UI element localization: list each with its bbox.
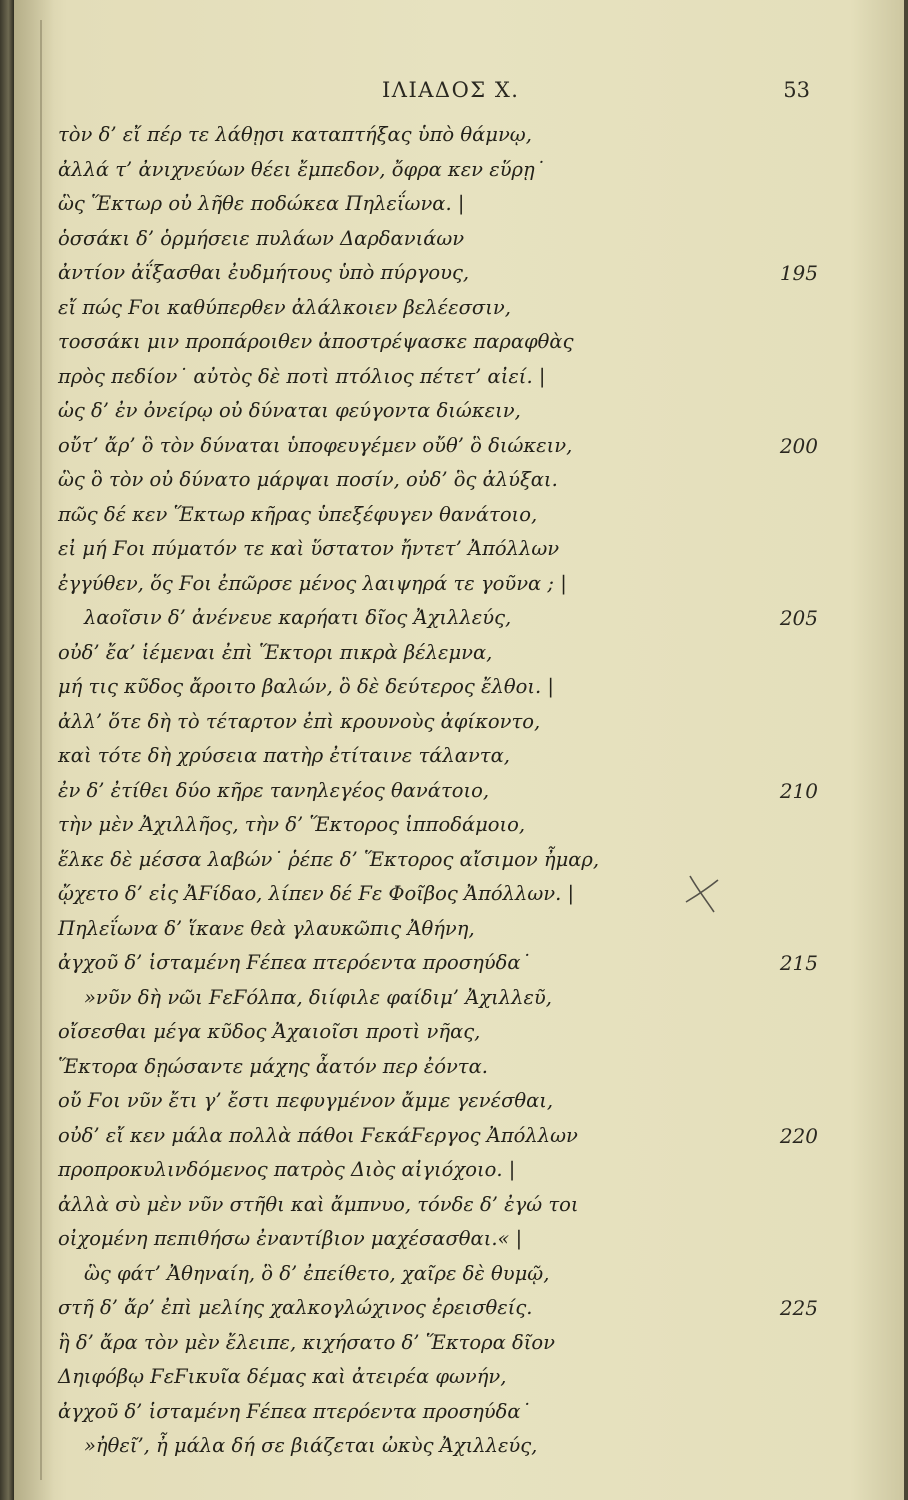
verse-line xyxy=(58,256,818,291)
verse-line-text: Ἕκτορα δῃώσαντε μάχης ἆατόν περ ἐόντα. xyxy=(58,1054,488,1078)
verse-line xyxy=(58,187,818,222)
verse-line xyxy=(58,1050,818,1085)
verse-line-text: πῶς δέ κεν Ἕκτωρ κῆρας ὑπεξέφυγεν θανάτοιο, xyxy=(58,502,538,526)
verse-line-text: ἀλλὰ σὺ μὲν νῦν στῆθι καὶ ἄμπνυο, τόνδε δ’ ἐγώ τοι xyxy=(58,1192,579,1216)
verse-line xyxy=(58,222,818,257)
running-header xyxy=(14,78,904,108)
verse-text-block xyxy=(58,118,818,1464)
verse-line-number: 215 xyxy=(779,951,818,975)
verse-line-text: οἰχομένη πεπιθήσω ἐναντίβιον μαχέσασθαι.« | xyxy=(58,1227,523,1250)
verse-line xyxy=(58,463,818,498)
verse-line-number: 210 xyxy=(779,778,818,803)
verse-line xyxy=(58,360,818,395)
verse-line-text: Πηλεΐωνα δ’ ἵκανε θεὰ γλαυκῶπις Ἀθήνη, xyxy=(58,916,475,940)
verse-line xyxy=(58,1119,818,1154)
book-binding xyxy=(0,0,14,1500)
verse-line-text: ἕλκε δὲ μέσσα λαβών˙ ῥέπε δ’ Ἕκτορος αἴσιμον ἦμαρ, xyxy=(58,847,600,871)
verse-line-text: ὣς φάτ’ Ἀθηναίη, ὃ δ’ ἐπείθετο, χαῖρε δὲ θυμῷ, xyxy=(84,1261,550,1285)
verse-line xyxy=(58,498,818,533)
verse-line xyxy=(58,636,818,671)
verse-line xyxy=(58,1395,818,1430)
verse-line xyxy=(58,1360,818,1395)
verse-line xyxy=(58,946,818,981)
verse-line-number: 225 xyxy=(779,1296,818,1320)
verse-line xyxy=(58,567,818,602)
verse-line xyxy=(58,532,818,567)
verse-line-text: οὔτ’ ἄρ’ ὃ τὸν δύναται ὑποφευγέμεν οὔθ’ ὃ διώκειν, xyxy=(58,433,573,457)
verse-line xyxy=(58,601,818,636)
verse-line-text: ἣ δ’ ἄρα τὸν μὲν ἔλειπε, κιχήσατο δ’ Ἕκτορα δῖον xyxy=(58,1330,555,1354)
verse-line xyxy=(58,394,818,429)
verse-line-text: τὴν μὲν Ἀχιλλῆος, τὴν δ’ Ἕκτορος ἱπποδάμοιο, xyxy=(58,813,526,836)
verse-line xyxy=(58,1222,818,1257)
verse-line-text: ἀλλ’ ὅτε δὴ τὸ τέταρτον ἐπὶ κρουνοὺς ἀφίκοντο, xyxy=(58,709,541,733)
verse-line xyxy=(58,291,818,326)
verse-line-text: λαοῖσιν δ’ ἀνένευε καρήατι δῖος Ἀχιλλεύς, xyxy=(84,606,512,629)
verse-line xyxy=(58,808,818,843)
running-title: ΙΛΙΑΔΟΣ Χ. xyxy=(382,78,520,102)
verse-line-text: ἀντίον ἀΐξασθαι ἐυδμήτους ὑπὸ πύργους, xyxy=(58,261,470,284)
verse-line-text: οἴσεσθαι μέγα κῦδος Ἀχαιοῖσι προτὶ νῆας, xyxy=(58,1020,481,1043)
verse-line xyxy=(58,1429,818,1464)
page-number: 53 xyxy=(783,78,810,102)
verse-line-text: »νῦν δὴ νῶι ϜεϜόλπα, διίφιλε φαίδιμ’ Ἀχιλλεῦ, xyxy=(84,985,552,1009)
verse-line xyxy=(58,1188,818,1223)
verse-line-text: ὣς Ἕκτωρ οὐ λῆθε ποδώκεα Πηλεΐωνα. | xyxy=(58,192,465,215)
verse-line-number: 200 xyxy=(779,433,818,458)
verse-line-text: εἰ μή Ϝοι πύματόν τε καὶ ὕστατον ἤντετ’ Ἀπόλλων xyxy=(58,537,560,560)
verse-line xyxy=(58,325,818,360)
verse-line-text: Δηιφόβῳ ϜεϜικυῖα δέμας καὶ ἀτειρέα φωνήν, xyxy=(58,1365,507,1388)
book-page xyxy=(14,0,904,1500)
verse-line-text: πρὸς πεδίον˙ αὐτὸς δὲ ποτὶ πτόλιος πέτετ’ αἰεί. | xyxy=(58,364,546,388)
verse-line-text: ὣς ὃ τὸν οὐ δύνατο μάρψαι ποσίν, οὐδ’ ὃς ἀλύξαι. xyxy=(58,468,558,491)
verse-line xyxy=(58,670,818,705)
verse-line xyxy=(58,118,818,153)
verse-line-text: ἐγγύθεν, ὅς Ϝοι ἐπῶρσε μένος λαιψηρά τε γοῦνα ; | xyxy=(58,571,567,595)
verse-line xyxy=(58,1015,818,1050)
verse-line-number: 205 xyxy=(779,606,818,630)
verse-line-text: ἀλλά τ’ ἀνιχνεύων θέει ἔμπεδον, ὄφρα κεν εὕρῃ˙ xyxy=(58,157,545,181)
page-gutter-shadow xyxy=(14,0,54,1500)
verse-line xyxy=(58,429,818,464)
verse-line xyxy=(58,774,818,809)
verse-line-text: ᾤχετο δ’ εἰς ἈϜίδαο, λίπεν δέ Ϝε Φοῖβος Ἀπόλλων. | xyxy=(58,882,575,905)
verse-line-text: στῆ δ’ ἄρ’ ἐπὶ μελίης χαλκογλώχινος ἐρεισθείς. xyxy=(58,1296,533,1319)
verse-line-text: »ἠθεῖ’, ἦ μάλα δή σε βιάζεται ὠκὺς Ἀχιλλεύς, xyxy=(84,1434,538,1457)
verse-line xyxy=(58,705,818,740)
verse-line xyxy=(58,981,818,1016)
verse-line-text: ἐν δ’ ἐτίθει δύο κῆρε τανηλεγέος θανάτοιο, xyxy=(58,778,490,802)
verse-line xyxy=(58,153,818,188)
verse-line-text: ὁσσάκι δ’ ὁρμήσειε πυλάων Δαρδανιάων xyxy=(58,226,465,250)
verse-line-text: τοσσάκι μιν προπάροιθεν ἀποστρέψασκε παραφθὰς xyxy=(58,330,574,353)
verse-line-text: καὶ τότε δὴ χρύσεια πατὴρ ἐτίταινε τάλαντα, xyxy=(58,744,510,767)
verse-line-text: οὔ Ϝοι νῦν ἔτι γ’ ἔστι πεφυγμένον ἄμμε γενέσθαι, xyxy=(58,1089,554,1112)
verse-line xyxy=(58,1257,818,1292)
verse-line-text: μή τις κῦδος ἄροιτο βαλών, ὃ δὲ δεύτερος ἔλθοι. | xyxy=(58,675,554,698)
verse-line-text: τὸν δ’ εἴ πέρ τε λάθῃσι καταπτήξας ὑπὸ θάμνῳ, xyxy=(58,123,532,146)
verse-line-text: προπροκυλινδόμενος πατρὸς Διὸς αἰγιόχοιο. | xyxy=(58,1158,516,1181)
verse-line-text: εἴ πώς Ϝοι καθύπερθεν ἀλάλκοιεν βελέεσσιν, xyxy=(58,295,511,319)
verse-line xyxy=(58,1326,818,1361)
verse-line xyxy=(58,1153,818,1188)
verse-line xyxy=(58,1084,818,1119)
handwritten-cross-mark-icon xyxy=(678,868,728,918)
verse-line-text: ἀγχοῦ δ’ ἱσταμένη Ϝέπεα πτερόεντα προσηύδα˙ xyxy=(58,1399,531,1423)
verse-line-number: 220 xyxy=(779,1123,818,1148)
verse-line xyxy=(58,1291,818,1326)
page-edge-line xyxy=(40,20,42,1480)
verse-line xyxy=(58,739,818,774)
verse-line-text: οὐδ’ ἔα’ ἱέμεναι ἐπὶ Ἕκτορι πικρὰ βέλεμνα, xyxy=(58,640,493,664)
verse-line-text: ὡς δ’ ἐν ὀνείρῳ οὐ δύναται φεύγοντα διώκειν, xyxy=(58,399,521,422)
verse-line-number: 195 xyxy=(779,261,818,285)
verse-line-text: οὐδ’ εἴ κεν μάλα πολλὰ πάθοι ϜεκάϜεργος Ἀπόλλων xyxy=(58,1123,578,1147)
verse-line-text: ἀγχοῦ δ’ ἱσταμένη Ϝέπεα πτερόεντα προσηύδα˙ xyxy=(58,951,531,974)
